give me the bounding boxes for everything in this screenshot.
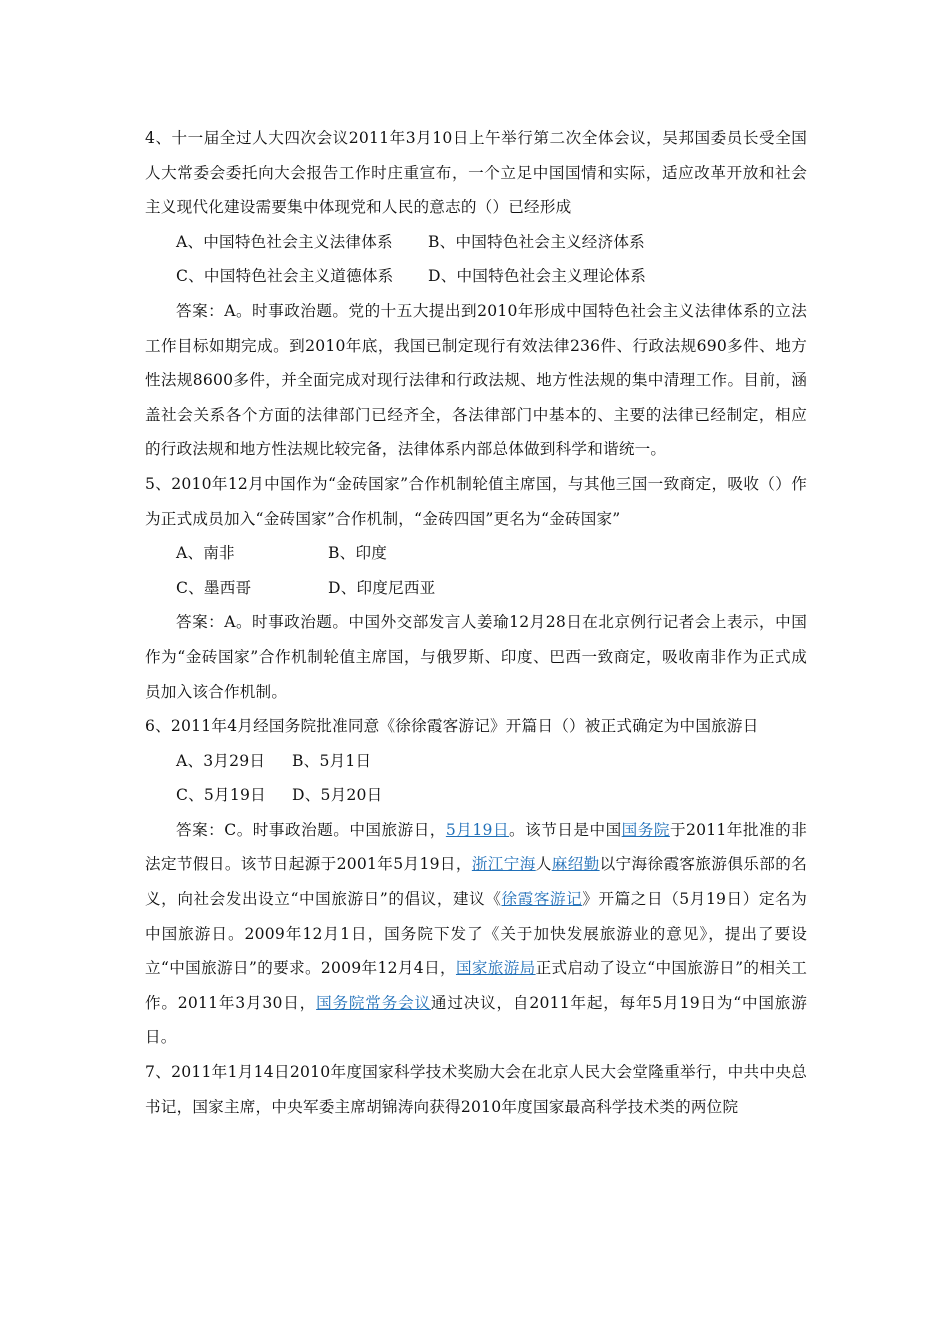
question-6-options-row-2 xyxy=(145,778,807,813)
link-xu-xiake-travels[interactable]: 徐霞客游记 xyxy=(501,890,583,909)
answer-text: 于2011年批准的非法定节假日。该节日起源于2001年5月19日， xyxy=(145,820,807,874)
answer-text: 答案：C。时事政治题。中国旅游日， xyxy=(176,820,446,839)
answer-text: 正式启动了设立“中国旅游日”的相关工作。2011年3月30日， xyxy=(145,959,807,1012)
link-state-council[interactable]: 国务院 xyxy=(621,820,670,839)
question-5-stem: 5、2010年12月中国作为“金砖国家”合作机制轮值主席国，与其他三国一致商定，吸收（）作为正式成员加入“金砖国家”合作机制，“金砖四国”更名为“金砖国家” xyxy=(145,474,807,528)
question-4-options-row-2 xyxy=(145,259,807,294)
answer-text: 》开篇之日（5月19日）定名为中国旅游日。2009年12月1日，国务院下发了《关于加快发展旅游业的意见》，提出了要设立“中国旅游日”的要求。2009年12月4日， xyxy=(145,890,807,978)
document-body xyxy=(145,121,807,1124)
question-5-answer: 答案：A。时事政治题。中国外交部发言人姜瑜12月28日在北京例行记者会上表示，中国作为“金砖国家”合作机制轮值主席国，与俄罗斯、印度、巴西一致商定，吸收南非作为正式成员加入该合作机制。 xyxy=(145,613,807,701)
question-5-option-d: D、印度尼西亚 xyxy=(328,578,436,597)
question-6-answer xyxy=(145,813,807,1055)
question-7-stem: 7、2011年1月14日2010年度国家科学技术奖励大会在北京人民大会堂隆重举行，中共中央总书记，国家主席，中央军委主席胡锦涛向获得2010年度国家最高科学技术类的两位院 xyxy=(145,1063,807,1116)
question-4-option-b: B、中国特色社会主义经济体系 xyxy=(428,232,645,251)
question-5-option-a: A、南非 xyxy=(176,544,235,563)
question-6-options-row-1 xyxy=(145,744,807,779)
answer-text: 以宁海徐霞客旅游俱乐部的名义，向社会发出设立“中国旅游日”的倡议，建议《 xyxy=(145,855,807,909)
link-national-tourism-administration[interactable]: 国家旅游局 xyxy=(455,959,536,978)
question-5-options-row-1 xyxy=(145,536,807,571)
link-may-19[interactable]: 5月19日 xyxy=(445,820,510,839)
question-4-stem: 4、十一届全过人大四次会议2011年3月10日上午举行第二次全体会议，吴邦国委员长受全国人大常委会委托向大会报告工作时庄重宣布，一个立足中国国情和实际，适应改革开放和社会主义现代化建设需要集中体现党和人民的意志的（）已经形成 xyxy=(145,129,807,217)
question-4-answer: 答案：A。时事政治题。党的十五大提出到2010年形成中国特色社会主义法律体系的立法工作目标如期完成。到2010年底，我国已制定现行有效法律236件、行政法规690多件、地方性法规8600多件，并全面完成对现行法律和行政法规、地方性法规的集中清理工作。目前，涵盖社会关系各个方面的法律部门已经齐全，各法律部门中基本的、主要的法律已经制定，相应的行政法规和地方性法规比较完备，法律体系内部总体做到科学和谐统一。 xyxy=(145,301,807,459)
question-4-options-row-1 xyxy=(145,225,807,260)
link-ma-shaoqin[interactable]: 麻绍勤 xyxy=(551,855,600,874)
question-4-option-c: C、中国特色社会主义道德体系 xyxy=(176,267,394,286)
answer-text: 通过决议，自2011年起，每年5月19日为“中国旅游日。 xyxy=(145,993,808,1047)
answer-text: 。该节日是中国 xyxy=(509,820,622,839)
question-6-option-c: C、5月19日 xyxy=(176,786,266,805)
question-6-option-b: B、5月1日 xyxy=(292,751,372,770)
question-4-option-a: A、中国特色社会主义法律体系 xyxy=(176,232,393,251)
question-6-stem: 6、2011年4月经国务院批准同意《徐徐霞客游记》开篇日（）被正式确定为中国旅游日 xyxy=(145,717,759,736)
question-5-option-b: B、印度 xyxy=(328,544,388,563)
link-state-council-executive-meeting[interactable]: 国务院常务会议 xyxy=(316,993,431,1012)
question-5-options-row-2 xyxy=(145,571,807,606)
link-zhejiang-ninghai[interactable]: 浙江宁海 xyxy=(471,855,536,874)
question-6-option-d: D、5月20日 xyxy=(292,786,383,805)
question-6-option-a: A、3月29日 xyxy=(176,751,266,770)
question-4-option-d: D、中国特色社会主义理论体系 xyxy=(428,267,647,286)
answer-text: 人 xyxy=(535,855,552,874)
question-5-option-c: C、墨西哥 xyxy=(176,578,252,597)
